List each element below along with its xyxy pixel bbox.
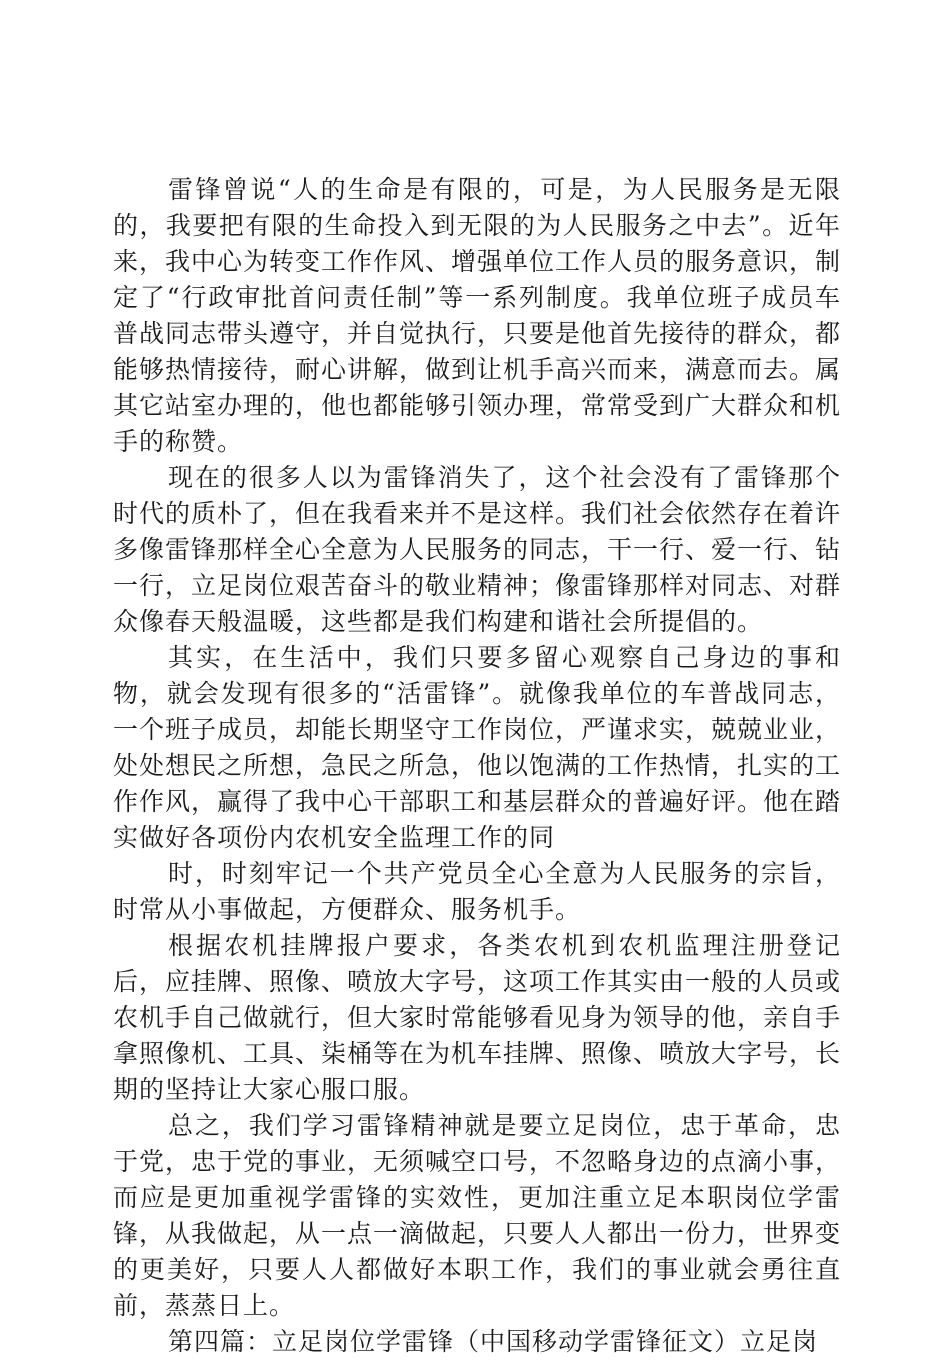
paragraph-3: 其实，在生活中，我们只要多留心观察自己身边的事和物，就会发现有很多的“活雷锋”。就像我单位的车普战同志，一个班子成员，却能长期坚守工作岗位，严谨求实，兢兢业业，处处想民之所想，急民之所急，他以饱满的工作热情，扎实的工作作风，赢得了我中心干部职工和基层群众的普遍好评。他在踏实做好各项份内农机安全监理工作的同 (113, 643, 842, 852)
paragraph-5: 根据农机挂牌报户要求，各类农机到农机监理注册登记后，应挂牌、照像、喷放大字号，这项工作其实由一般的人员或农机手自己做就行，但大家时常能够看见身为领导的他，亲自手拿照像机、工具、柒桶等在为机车挂牌、照像、喷放大字号，长期的坚持让大家心服口服。 (113, 931, 842, 1104)
paragraph-1: 雷锋曾说“人的生命是有限的，可是，为人民服务是无限的，我要把有限的生命投入到无限的为人民服务之中去”。近年来，我中心为转变工作作风、增强单位工作人员的服务意识，制定了“行政审批首问责任制”等一系列制度。我单位班子成员车普战同志带头遵守，并自觉执行，只要是他首先接待的群众，都能够热情接待，耐心讲解，做到让机手高兴而来，满意而去。属其它站室办理的，他也都能够引领办理，常常受到广大群众和机手的称赞。 (113, 175, 842, 456)
document-body (113, 172, 841, 1360)
paragraph-7: 第四篇：立足岗位学雷锋（中国移动学雷锋征文）立足岗 (168, 1327, 819, 1356)
paragraph-2: 现在的很多人以为雷锋消失了，这个社会没有了雷锋那个时代的质朴了，但在我看来并不是这样。我们社会依然存在着许多像雷锋那样全心全意为人民服务的同志，干一行、爱一行、钻一行，立足岗位艰苦奋斗的敬业精神；像雷锋那样对同志、对群众像春天般温暖，这些都是我们构建和谐社会所提倡的。 (113, 463, 842, 636)
paragraph-6: 总之，我们学习雷锋精神就是要立足岗位，忠于革命，忠于党，忠于党的事业，无须喊空口号，不忽略身边的点滴小事，而应是更加重视学雷锋的实效性，更加注重立足本职岗位学雷锋，从我做起，从一点一滴做起，只要人人都出一份力，世界变的更美好，只要人人都做好本职工作，我们的事业就会勇往直前，蒸蒸日上。 (113, 1111, 842, 1320)
paragraph-4: 时，时刻牢记一个共产党员全心全意为人民服务的宗旨，时常从小事做起，方便群众、服务机手。 (113, 859, 841, 924)
